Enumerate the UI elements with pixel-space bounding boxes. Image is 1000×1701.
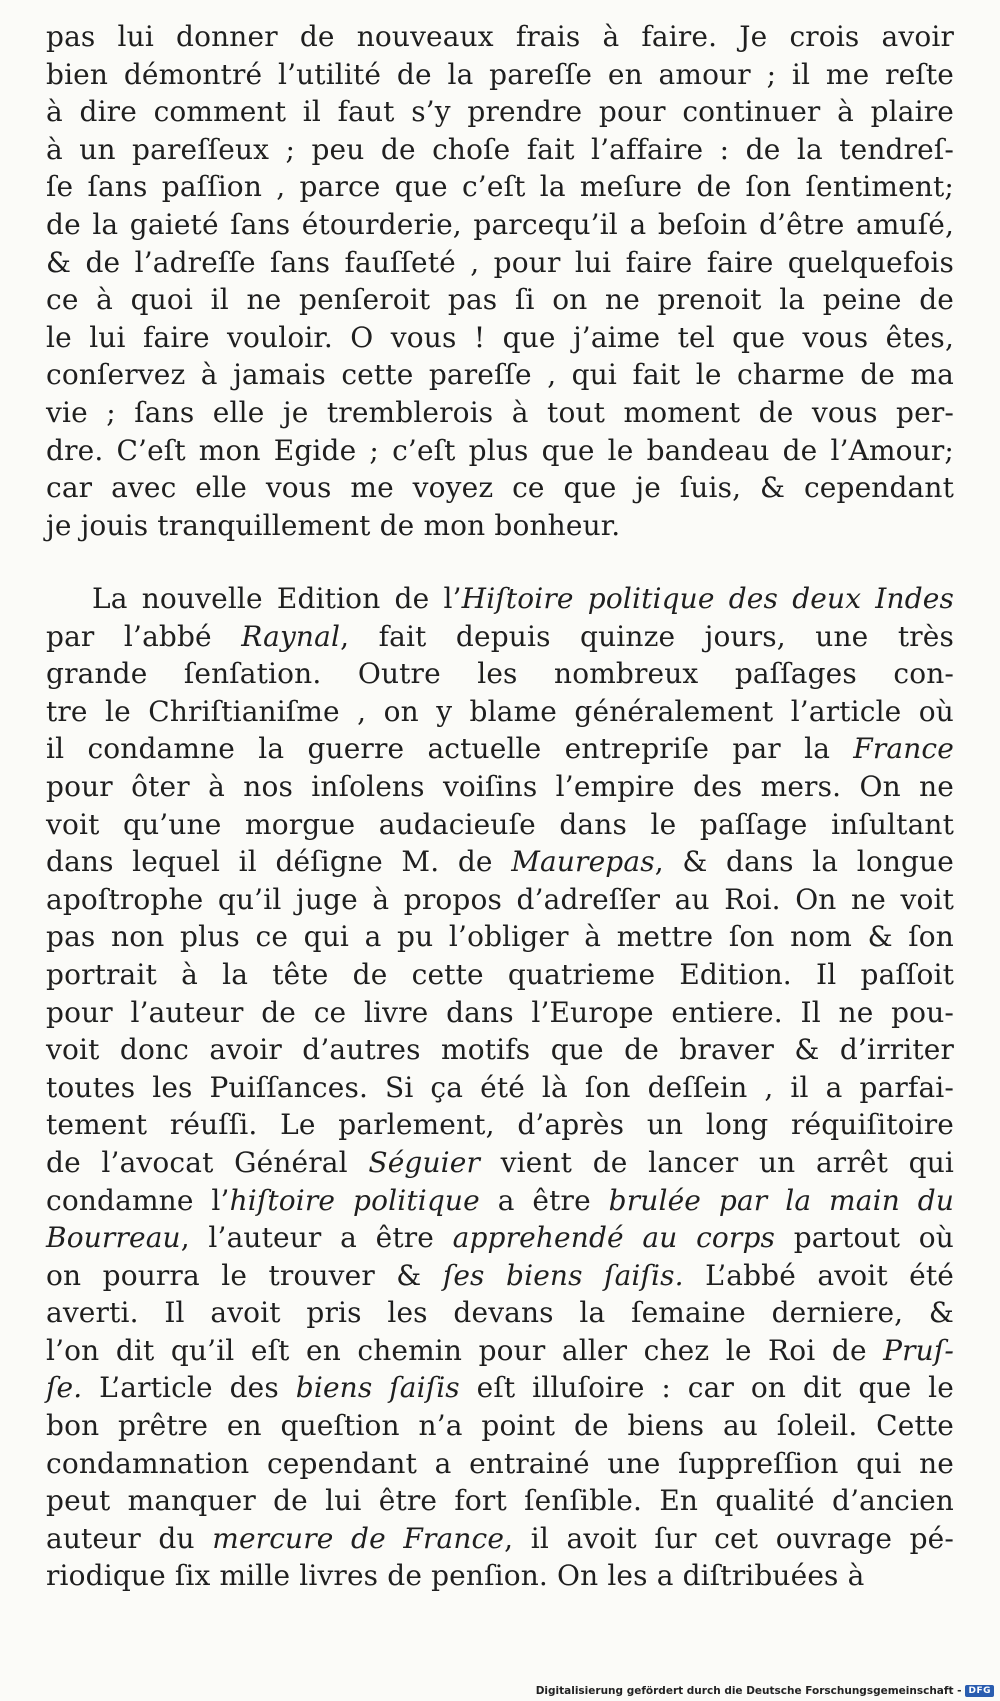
text-line: [46, 1369, 954, 1407]
italic-text-segment: ſe.: [46, 1371, 83, 1405]
text-line: [46, 1219, 954, 1257]
text-segment: auteur du: [46, 1521, 213, 1555]
text-segment: il condamne la guerre actuelle entrepriſe par la: [46, 732, 854, 766]
text-line: [46, 618, 954, 656]
text-line: [46, 1294, 954, 1332]
text-segment: tement réuſſi. Le parlement, d’après un long réquiſitoire: [46, 1108, 954, 1142]
text-segment: le lui faire vouloir. O vous ! que j’aime tel que vous êtes,: [46, 320, 954, 354]
digitization-footer: [536, 1685, 994, 1697]
text-segment: je jouis tranquillement de mon bonheur.: [46, 508, 621, 542]
text-segment: à un pareſſeux ; peu de choſe fait l’affaire : de la tendreſ-: [46, 132, 954, 166]
text-segment: , fait depuis quinze jours, une très: [340, 619, 954, 653]
text-segment: vient de lancer un arrêt qui: [480, 1145, 954, 1179]
italic-text-segment: brulée par la main du: [608, 1183, 955, 1217]
text-segment: peut manquer de lui être fort ſenſible. En qualité d’ancien: [46, 1484, 954, 1518]
text-segment: pas lui donner de nouveaux frais à faire. Je crois avoir: [46, 20, 954, 53]
text-segment: voit qu’une morgue audacieuſe dans le paſſage inſultant: [46, 807, 954, 841]
text-segment: condamnation cependant a entrainé une ſuppreſſion qui ne: [46, 1446, 954, 1480]
text-segment: averti. Il avoit pris les devans la ſemaine derniere, &: [46, 1296, 954, 1330]
italic-text-segment: Hiſtoire politique des deux Indes: [461, 582, 955, 615]
text-segment: L’abbé avoit été: [683, 1258, 954, 1292]
text-line: [46, 843, 954, 881]
text-segment: eſt illuſoire : car on dit que le: [459, 1371, 954, 1405]
text-segment: pas non plus ce qui a pu l’obliger à mettre ſon nom & ſon: [46, 920, 954, 954]
text-segment: grande ſenſation. Outre les nombreux paſſages con-: [46, 657, 954, 691]
text-segment: l’on dit qu’il eſt en chemin pour aller chez le Roi de: [46, 1333, 884, 1367]
text-segment: on pourra le trouver &: [46, 1258, 443, 1292]
text-line: [46, 1031, 954, 1069]
text-segment: condamne l’: [46, 1183, 230, 1217]
text-line: [46, 1144, 954, 1182]
text-segment: de la gaieté ſans étourderie, parcequ’il a beſoin d’être amuſé,: [46, 207, 954, 241]
text-segment: de l’avocat Général: [46, 1145, 369, 1179]
text-segment: La nouvelle Edition de l’: [92, 582, 462, 615]
italic-text-segment: Maurepas: [511, 845, 655, 879]
italic-text-segment: France: [853, 732, 954, 766]
text-segment: ſe ſans paſſion , parce que c’eſt la meſure de ſon ſentiment;: [46, 170, 954, 204]
text-line: [46, 1182, 954, 1220]
text-line: [46, 1332, 954, 1370]
text-segment: a être: [479, 1183, 609, 1217]
text-line: [46, 281, 954, 319]
text-line: [46, 131, 954, 169]
italic-text-segment: Pruſ-: [883, 1333, 954, 1367]
text-segment: toutes les Puiſſances. Si ça été là ſon deſſein , il a parfai-: [46, 1070, 954, 1104]
text-segment: ce à quoi il ne penſeroit pas ſi on ne prenoit la peine de: [46, 283, 954, 317]
footer-text: Digitalisierung gefördert durch die Deutsche Forschungsgemeinschaft -: [535, 1685, 962, 1697]
text-line: [46, 580, 954, 618]
text-line: [46, 994, 954, 1032]
text-segment: tre le Chriſtianiſme , on y blame généralement l’article où: [46, 694, 954, 728]
italic-text-segment: biens ſaiſis: [295, 1371, 460, 1405]
text-segment: par l’abbé: [46, 619, 242, 653]
text-segment: & de l’adreſſe ſans fauſſeté , pour lui faire faire quelquefois: [46, 245, 954, 279]
text-segment: voit donc avoir d’autres motifs que de braver & d’irriter: [46, 1033, 954, 1067]
text-segment: L’article des: [82, 1371, 296, 1405]
text-line: [46, 1482, 954, 1520]
text-line: [46, 1557, 954, 1595]
italic-text-segment: mercure de France: [212, 1521, 505, 1555]
text-line: [46, 1106, 954, 1144]
text-line: [46, 881, 954, 919]
text-segment: à dire comment il faut s’y prendre pour continuer à plaire: [46, 95, 954, 129]
text-segment: , & dans la longue: [654, 845, 954, 879]
text-segment: pour l’auteur de ce livre dans l’Europe entiere. Il ne pou-: [46, 995, 954, 1029]
text-line: [46, 806, 954, 844]
text-line: [46, 693, 954, 731]
text-segment: , il avoit ſur cet ouvrage pé-: [504, 1521, 955, 1555]
text-segment: partout où: [775, 1221, 954, 1255]
text-line: [46, 1520, 954, 1558]
text-segment: , l’auteur a être: [180, 1221, 453, 1255]
text-line: [46, 394, 954, 432]
text-line: [46, 655, 954, 693]
text-line: [46, 1069, 954, 1107]
paragraph-2: [46, 580, 954, 1595]
text-line: [46, 56, 954, 94]
text-segment: bon prêtre en queſtion n’a point de biens au ſoleil. Cette: [46, 1409, 954, 1443]
text-segment: dre. C’eſt mon Egide ; c’eſt plus que le bandeau de l’Amour;: [46, 433, 954, 467]
italic-text-segment: Raynal: [241, 619, 341, 653]
text-line: [46, 93, 954, 131]
text-line: [46, 18, 954, 56]
text-segment: car avec elle vous me voyez ce que je ſuis, & cependant: [46, 471, 954, 505]
text-segment: bien démontré l’utilité de la pareſſe en amour ; il me reſte: [46, 57, 954, 91]
italic-text-segment: ſes biens ſaiſis.: [442, 1258, 684, 1292]
text-segment: portrait à la tête de cette quatrieme Edition. Il paſſoit: [46, 957, 954, 991]
text-line: [46, 469, 954, 507]
italic-text-segment: apprehendé au corps: [452, 1221, 776, 1255]
italic-text-segment: hiſtoire politique: [229, 1183, 480, 1217]
italic-text-segment: Bourreau: [46, 1221, 181, 1255]
text-line: [46, 507, 954, 545]
text-line: [46, 1257, 954, 1295]
dfg-logo-icon: DFG: [965, 1685, 994, 1697]
text-line: [46, 1445, 954, 1483]
text-segment: pour ôter à nos inſolens voiſins l’empire des mers. On ne: [46, 769, 954, 803]
text-segment: conſervez à jamais cette pareſſe , qui fait le charme de ma: [46, 358, 954, 392]
text-line: [46, 1407, 954, 1445]
text-line: [46, 356, 954, 394]
text-line: [46, 730, 954, 768]
paragraph-1: [46, 18, 954, 544]
text-segment: riodique ſix mille livres de penſion. On les a diſtribuées à: [46, 1559, 865, 1593]
text-line: [46, 319, 954, 357]
text-segment: dans lequel il déſigne M. de: [46, 845, 512, 879]
text-segment: vie ; ſans elle je tremblerois à tout moment de vous per-: [46, 395, 954, 429]
text-line: [46, 918, 954, 956]
text-line: [46, 206, 954, 244]
text-line: [46, 956, 954, 994]
text-line: [46, 168, 954, 206]
text-segment: apoſtrophe qu’il juge à propos d’adreſſer au Roi. On ne voit: [46, 882, 954, 916]
text-line: [46, 244, 954, 282]
text-line: [46, 768, 954, 806]
italic-text-segment: Séguier: [368, 1145, 481, 1179]
text-line: [46, 432, 954, 470]
